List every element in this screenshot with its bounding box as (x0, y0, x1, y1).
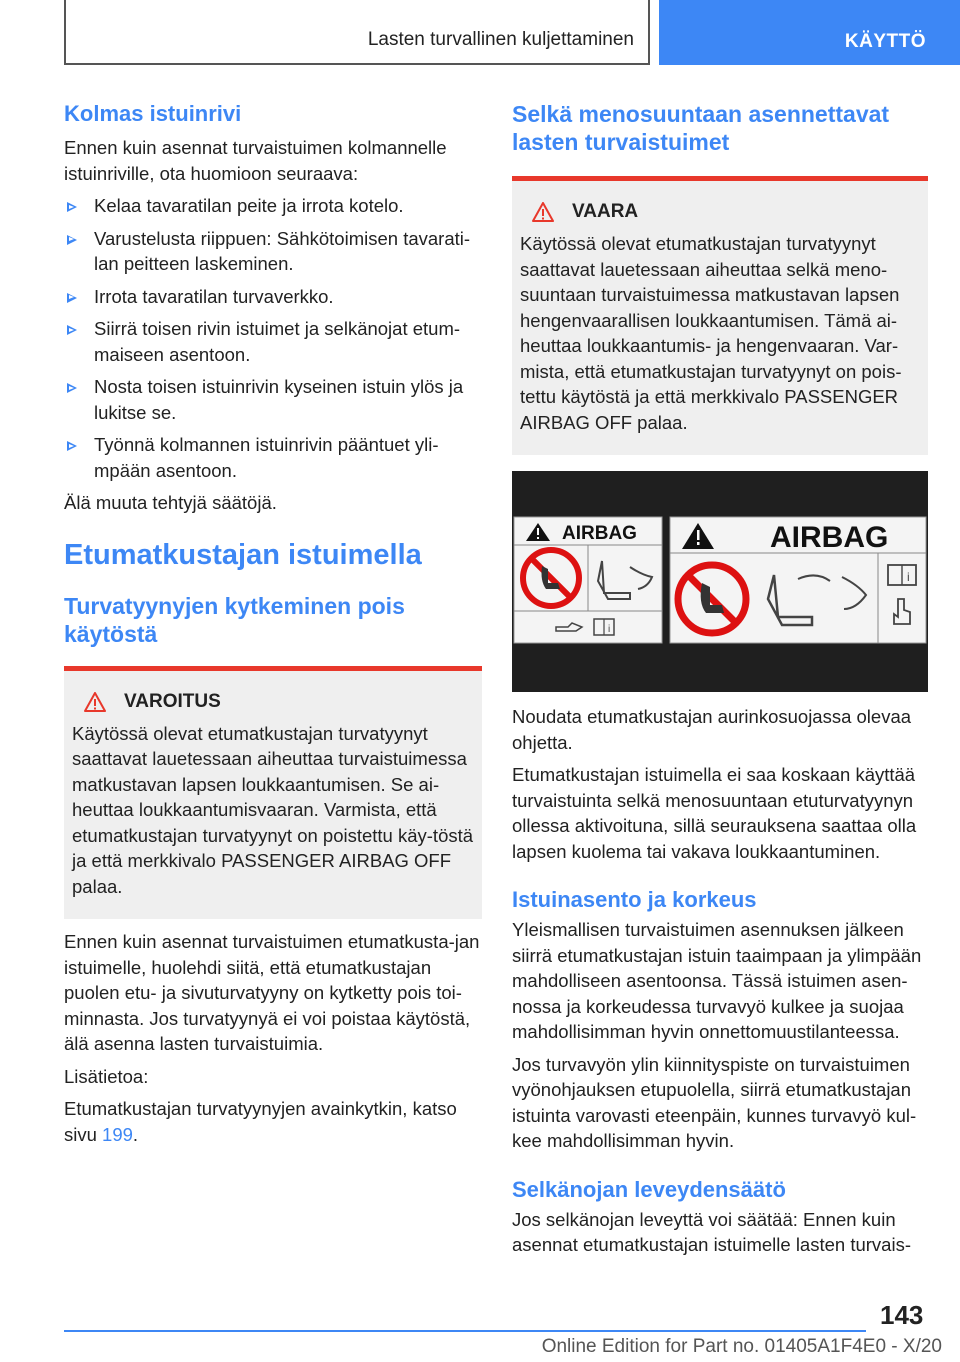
paragraph-jos-turvavyon: Jos turvavyön ylin kiinnityspiste on turvaistuimen vyönohjauksen etupuolella, siirrä etumatkustajan istuinta varovasti eteenpäin, kunnes turvavyö kul-kee mahdollisimman hyvin. (512, 1053, 917, 1151)
step-item: Irrota tavaratilan turvaverkko. (64, 284, 482, 310)
step-item: Nosta toisen istuinrivin kyseinen istuin ylös ja lukitse se. (64, 374, 482, 425)
intro-paragraph: Ennen kuin asennat turvaistuimen kolmannelle istuinriville, ota huomioon seuraava: (64, 137, 447, 184)
step-arrow-icon (67, 441, 77, 451)
danger-box (512, 176, 928, 455)
warning-triangle-icon (84, 692, 106, 712)
left-column (64, 100, 482, 1147)
section-title: Lasten turvallinen kuljettaminen (367, 29, 634, 50)
step-item: Työnnä kolmannen istuinrivin pääntuet yli-mpään asentoon. (64, 432, 482, 483)
step-arrow-icon (67, 293, 77, 303)
paragraph-yleismallisen: Yleismallisen turvaistuimen asennuksen jälkeen siirrä etumatkustajan istuin taaimpaan ja ylimpään mahdolliseen asentoonsa. Tässä istuimen asen-nossa ja korkeudessa turvavyö kulkee ja suojaa mahdollisimman hyvin onnettomuustilanteessa. (512, 919, 922, 1042)
warning-title: VAROITUS (72, 691, 474, 713)
header-chapter-tab[interactable] (659, 0, 960, 65)
heading-turvatyynyjen-kytkeminen: Turvatyynyjen kytkeminen pois käytöstä (64, 592, 405, 647)
paragraph-etumatkustajan-istuimella: Etumatkustajan istuimella ei saa koskaan käyttää turvaistuinta selkä menosuuntaan etuturvatyynyn ollessa aktivoituna, sillä seurauksena saattaa olla lapsen kuolema tai vakava loukkaantuminen. (512, 764, 917, 862)
airbag-labels-illustration (512, 471, 928, 692)
step-item: Varustelusta riippuen: Sähkötoimisen tavarati-lan peitteen laskeminen. (64, 226, 482, 277)
step-item: Siirrä toisen rivin istuimet ja selkänojat etum-maiseen asentoon. (64, 316, 482, 367)
warning-triangle-icon (532, 202, 554, 222)
small-label-airbag-text: AIRBAG (562, 523, 637, 544)
header-section-title (64, 0, 650, 65)
large-label-airbag-text: AIRBAG (770, 521, 889, 554)
paragraph-lisatietoa: Lisätietoa: (64, 1065, 149, 1087)
paragraph-avainkytkin: Etumatkustajan turvatyynyjen avainkytkin, katso sivu 199. (64, 1098, 457, 1145)
svg-text:i: i (907, 570, 910, 584)
heading-istuinasento: Istuinasento ja korkeus (512, 887, 757, 912)
after-steps-text: Älä muuta tehtyjä säätöjä. (64, 492, 277, 513)
step-arrow-icon (67, 383, 77, 393)
paragraph-ennen-kuin: Ennen kuin asennat turvaistuimen etumatkusta-jan istuimelle, huolehdi siitä, että etumatkustajan puolen etu- ja sivuturvatyyny on kytketty pois toi-minnasta. Jos turvatyynyä ei voi poistaa käytöstä, älä asenna lasten turvaistuimia. (64, 931, 480, 1054)
step-arrow-icon (67, 325, 77, 335)
warning-text: Käytössä olevat etumatkustajan turvatyynyt saattavat lauetessaan aiheuttaa turvaistuimessa matkustavan lapsen loukkaantumisen. Se ai-heuttaa loukkaantumisvaaran. Varmista, että etumatkustajan turvatyynyt on poistettu käy-töstä ja että merkkivalo PASSENGER AIRBAG OFF palaa. (72, 722, 474, 897)
chapter-title: KÄYTTÖ (844, 31, 926, 52)
footer-edition: Online Edition for Part no. 01405A1F4E0 - X/20 (541, 1336, 942, 1357)
svg-text:i: i (608, 624, 611, 635)
heading-kolmas-istuinrivi: Kolmas istuinrivi (64, 101, 242, 126)
heading-etumatkustajan-istuimella: Etumatkustajan istuimella (64, 538, 422, 571)
danger-text: Käytössä olevat etumatkustajan turvatyynyt saattavat lauetessaan aiheuttaa selkä meno-suuntaan turvaistuimessa matkustavan lapsen hengenvaarallisen loukkaantumisen. Tämä ai-heuttaa loukkaantumis- ja hengenvaaran. Var-mista, että etumatkustajan turvatyynyt on pois-tettu käytöstä ja että merkkivalo PASSENGER AIRBAG OFF palaa. (520, 233, 902, 433)
footer-divider (64, 1330, 866, 1332)
step-arrow-icon (67, 235, 77, 245)
heading-selkanojan-leveydensaato: Selkänojan leveydensäätö (512, 1176, 786, 1202)
airbag-warning-label-photo (512, 471, 928, 692)
danger-title: VAARA (520, 201, 920, 223)
heading-selka-menosuuntaan: Selkä menosuuntaan asennettavat lasten turvaistuimet (512, 101, 890, 155)
warning-box (64, 666, 482, 920)
right-column (512, 100, 928, 1258)
step-arrow-icon (67, 202, 77, 212)
page-number: 143 (880, 1300, 924, 1330)
steps-list (64, 193, 482, 483)
paragraph-noudata: Noudata etumatkustajan aurinkosuojassa olevaa ohjetta. (512, 706, 912, 753)
paragraph-selkanojan: Jos selkänojan leveyttä voi säätää: Ennen kuin asennat etumatkustajan istuimelle lasten turvais- (512, 1208, 911, 1255)
step-item: Kelaa tavaratilan peite ja irrota kotelo. (64, 193, 482, 219)
page-link-199[interactable]: 199 (102, 1123, 133, 1145)
